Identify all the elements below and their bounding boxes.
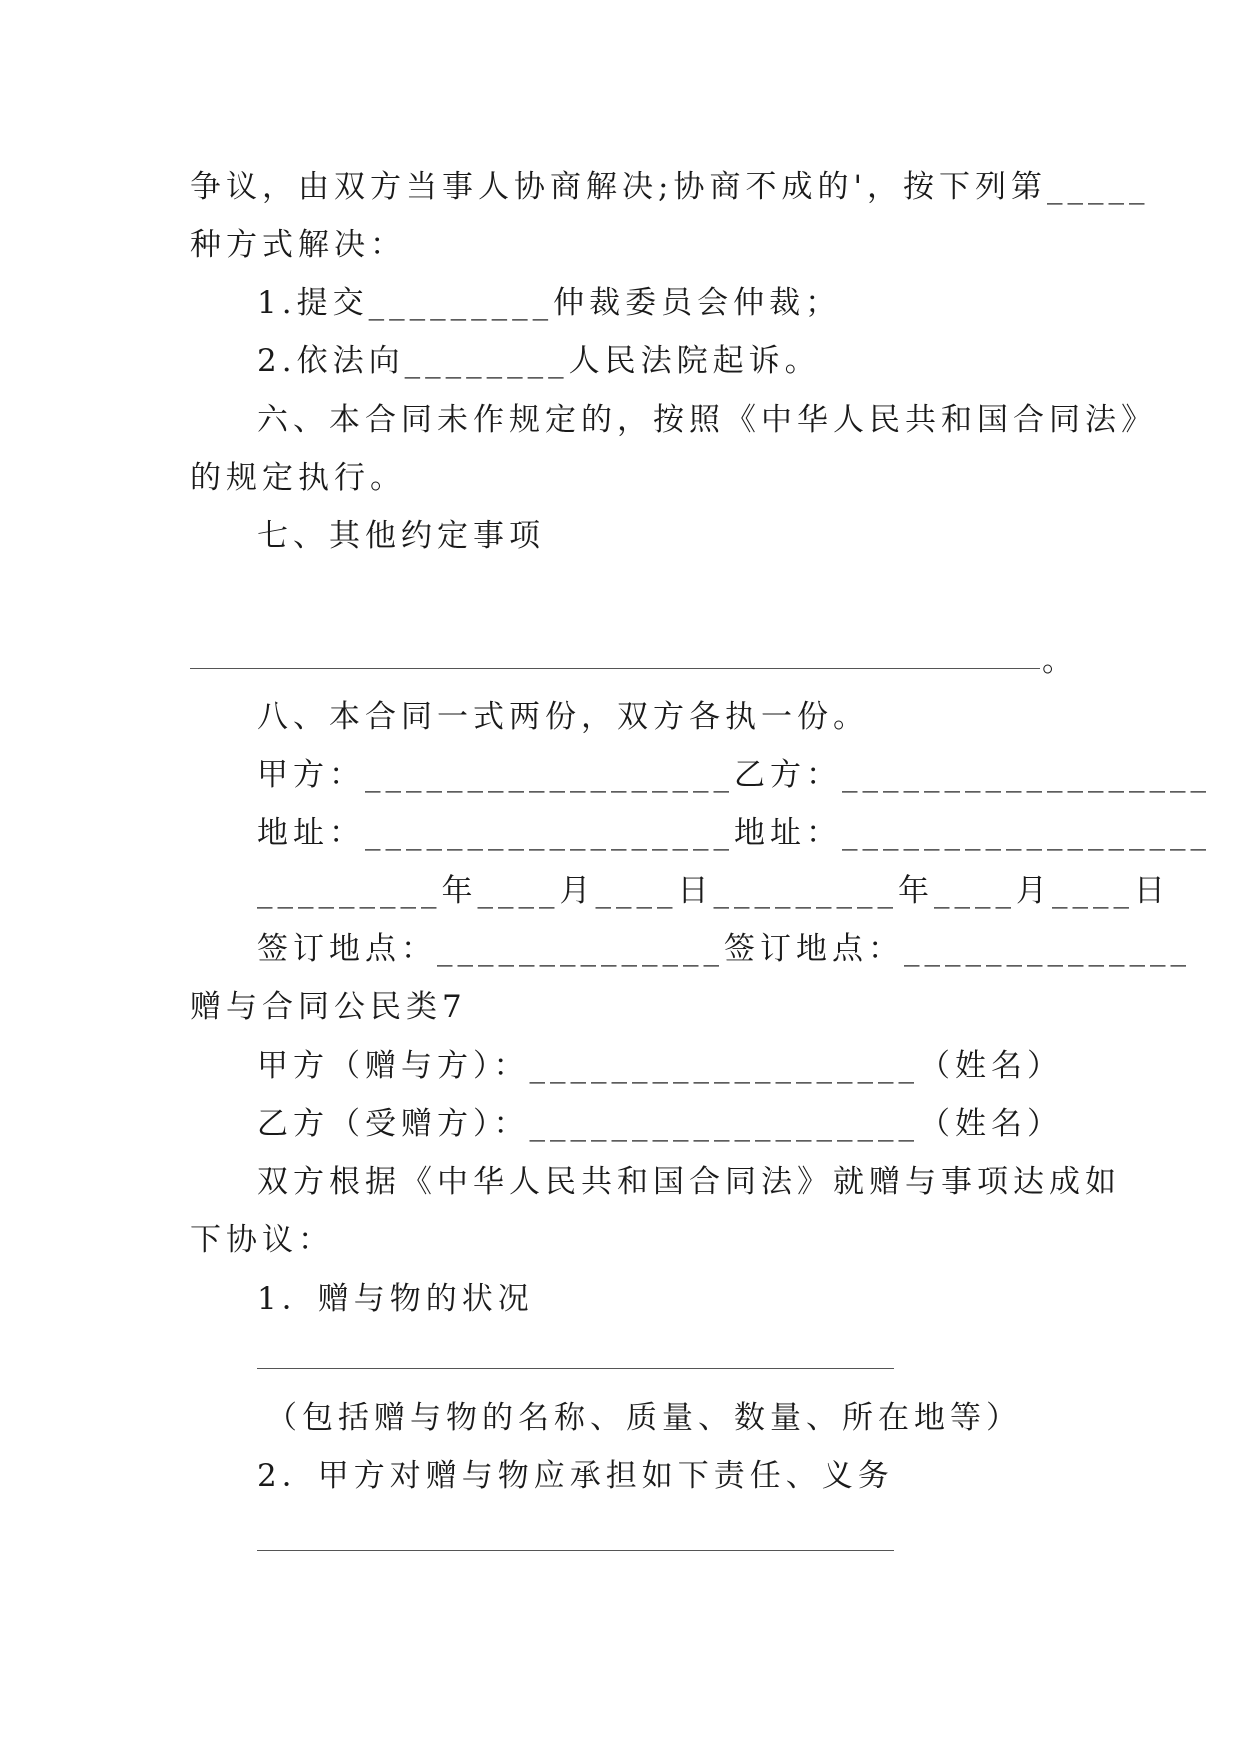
text-line: 双方根据《中华人民共和国合同法》就赠与事项达成如 xyxy=(257,1164,1121,1200)
text-line: 六、本合同未作规定的，按照《中华人民共和国合同法》 xyxy=(257,402,1157,438)
fill-in-rule xyxy=(257,1368,894,1369)
text-line: 下协议： xyxy=(190,1222,334,1258)
text-line: 签订地点：______________签订地点：______________ xyxy=(257,931,1191,967)
text-line: 的规定执行。 xyxy=(190,460,406,496)
text-line: 争议，由双方当事人协商解决;协商不成的'，按下列第_____ xyxy=(190,169,1150,205)
section-title: 赠与合同公民类7 xyxy=(190,989,467,1025)
text-line: 。 xyxy=(1042,643,1078,679)
text-line: 甲方：__________________乙方：__________________ xyxy=(257,757,1211,793)
text-line: 甲方（赠与方）：___________________（姓名） xyxy=(257,1048,1063,1084)
text-line: 种方式解决： xyxy=(190,227,406,263)
fill-in-rule xyxy=(190,668,1040,669)
text-line: _________年____月____日_________年____月____日 xyxy=(257,873,1170,909)
text-line: 1．赠与物的状况 xyxy=(257,1281,534,1317)
fill-in-rule xyxy=(257,1550,894,1551)
text-line: 乙方（受赠方）：___________________（姓名） xyxy=(257,1106,1063,1142)
text-line: （包括赠与物的名称、质量、数量、所在地等） xyxy=(266,1400,1022,1436)
text-line: 八、本合同一式两份，双方各执一份。 xyxy=(257,699,869,735)
text-line: 七、其他约定事项 xyxy=(257,518,545,554)
text-line: 2.依法向________人民法院起诉。 xyxy=(257,343,821,379)
text-line: 1.提交_________仲裁委员会仲裁； xyxy=(257,285,842,321)
text-line: 2．甲方对赠与物应承担如下责任、义务 xyxy=(257,1458,894,1494)
text-line: 地址：__________________地址：__________________ xyxy=(257,815,1211,851)
